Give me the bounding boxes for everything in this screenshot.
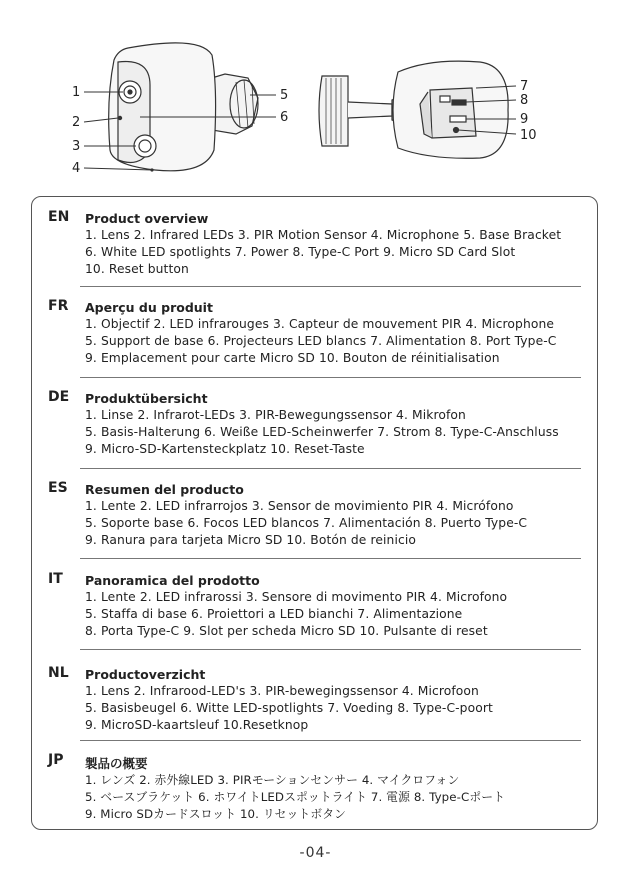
section-title: 製品の概要 — [85, 756, 148, 771]
section-title: Product overview — [85, 211, 209, 226]
product-overview-panel — [31, 196, 598, 830]
section-line: 9. Micro SDカードスロット 10. リセットボタン — [85, 807, 347, 821]
lang-code: NL — [48, 665, 69, 681]
divider — [80, 286, 581, 287]
section-line: 5. Support de base 6. Projecteurs LED blancs 7. Alimentation 8. Port Type-C — [85, 334, 557, 348]
divider — [80, 649, 581, 650]
page-number: -04- — [299, 845, 332, 861]
section-title: Produktübersicht — [85, 391, 208, 406]
camera-illustration — [0, 0, 631, 190]
section-line: 8. Porta Type-C 9. Slot per scheda Micro SD 10. Pulsante di reset — [85, 624, 488, 638]
divider — [80, 558, 581, 559]
section-line: 6. White LED spotlights 7. Power 8. Type-C Port 9. Micro SD Card Slot — [85, 245, 516, 259]
lang-code: JP — [48, 752, 64, 768]
section-line: 9. Ranura para tarjeta Micro SD 10. Botón de reinicio — [85, 533, 416, 547]
callout-4: 4 — [72, 161, 81, 176]
divider — [80, 377, 581, 378]
lang-code: DE — [48, 389, 70, 405]
lang-code: EN — [48, 209, 70, 225]
camera-front-view — [109, 43, 258, 171]
section-title: Resumen del producto — [85, 482, 244, 497]
section-line: 5. Basis-Halterung 6. Weiße LED-Scheinwerfer 7. Strom 8. Type-C-Anschluss — [85, 425, 559, 439]
section-title: Productoverzicht — [85, 667, 206, 682]
section-line: 1. Objectif 2. LED infrarouges 3. Capteur de mouvement PIR 4. Microphone — [85, 317, 555, 331]
section-line: 5. Soporte base 6. Focos LED blancos 7. Alimentación 8. Puerto Type-C — [85, 516, 528, 530]
section-line: 5. Basisbeugel 6. Witte LED-spotlights 7. Voeding 8. Type-C-poort — [85, 701, 493, 715]
callout-7: 7 — [520, 79, 529, 94]
section-line: 1. Lens 2. Infrarood-LED's 3. PIR-bewegingssensor 4. Microfoon — [85, 684, 479, 698]
section-line: 1. Lente 2. LED infrarossi 3. Sensore di movimento PIR 4. Microfono — [85, 590, 508, 604]
callout-1: 1 — [72, 85, 81, 100]
callout-8: 8 — [520, 93, 529, 108]
section-line: 9. Emplacement pour carte Micro SD 10. Bouton de réinitialisation — [85, 351, 500, 365]
callout-10: 10 — [520, 128, 537, 143]
section-line: 5. Staffa di base 6. Proiettori a LED bianchi 7. Alimentazione — [85, 607, 463, 621]
lang-code: IT — [48, 571, 63, 587]
callout-6: 6 — [280, 110, 289, 125]
callout-5: 5 — [280, 88, 289, 103]
divider — [80, 468, 581, 469]
lang-code: FR — [48, 298, 69, 314]
section-line: 1. Lente 2. LED infrarrojos 3. Sensor de movimiento PIR 4. Micrófono — [85, 499, 514, 513]
section-line: 9. MicroSD-kaartsleuf 10.Resetknop — [85, 718, 309, 732]
section-line: 1. レンズ 2. 赤外線LED 3. PIRモーションセンサー 4. マイクロフォン — [85, 773, 460, 787]
section-line: 5. ベースブラケット 6. ホワイトLEDスポットライト 7. 電源 8. Type-Cポート — [85, 790, 506, 804]
divider — [80, 740, 581, 741]
camera-side-view — [319, 61, 508, 158]
callout-2: 2 — [72, 115, 81, 130]
section-line: 10. Reset button — [85, 262, 189, 276]
lang-code: ES — [48, 480, 68, 496]
section-line: 1. Linse 2. Infrarot-LEDs 3. PIR-Bewegungssensor 4. Mikrofon — [85, 408, 466, 422]
section-line: 1. Lens 2. Infrared LEDs 3. PIR Motion Sensor 4. Microphone 5. Base Bracket — [85, 228, 562, 242]
section-line: 9. Micro-SD-Kartensteckplatz 10. Reset-Taste — [85, 442, 365, 456]
callout-9: 9 — [520, 112, 529, 127]
section-title: Panoramica del prodotto — [85, 573, 260, 588]
callout-3: 3 — [72, 139, 81, 154]
section-title: Aperçu du produit — [85, 300, 213, 315]
